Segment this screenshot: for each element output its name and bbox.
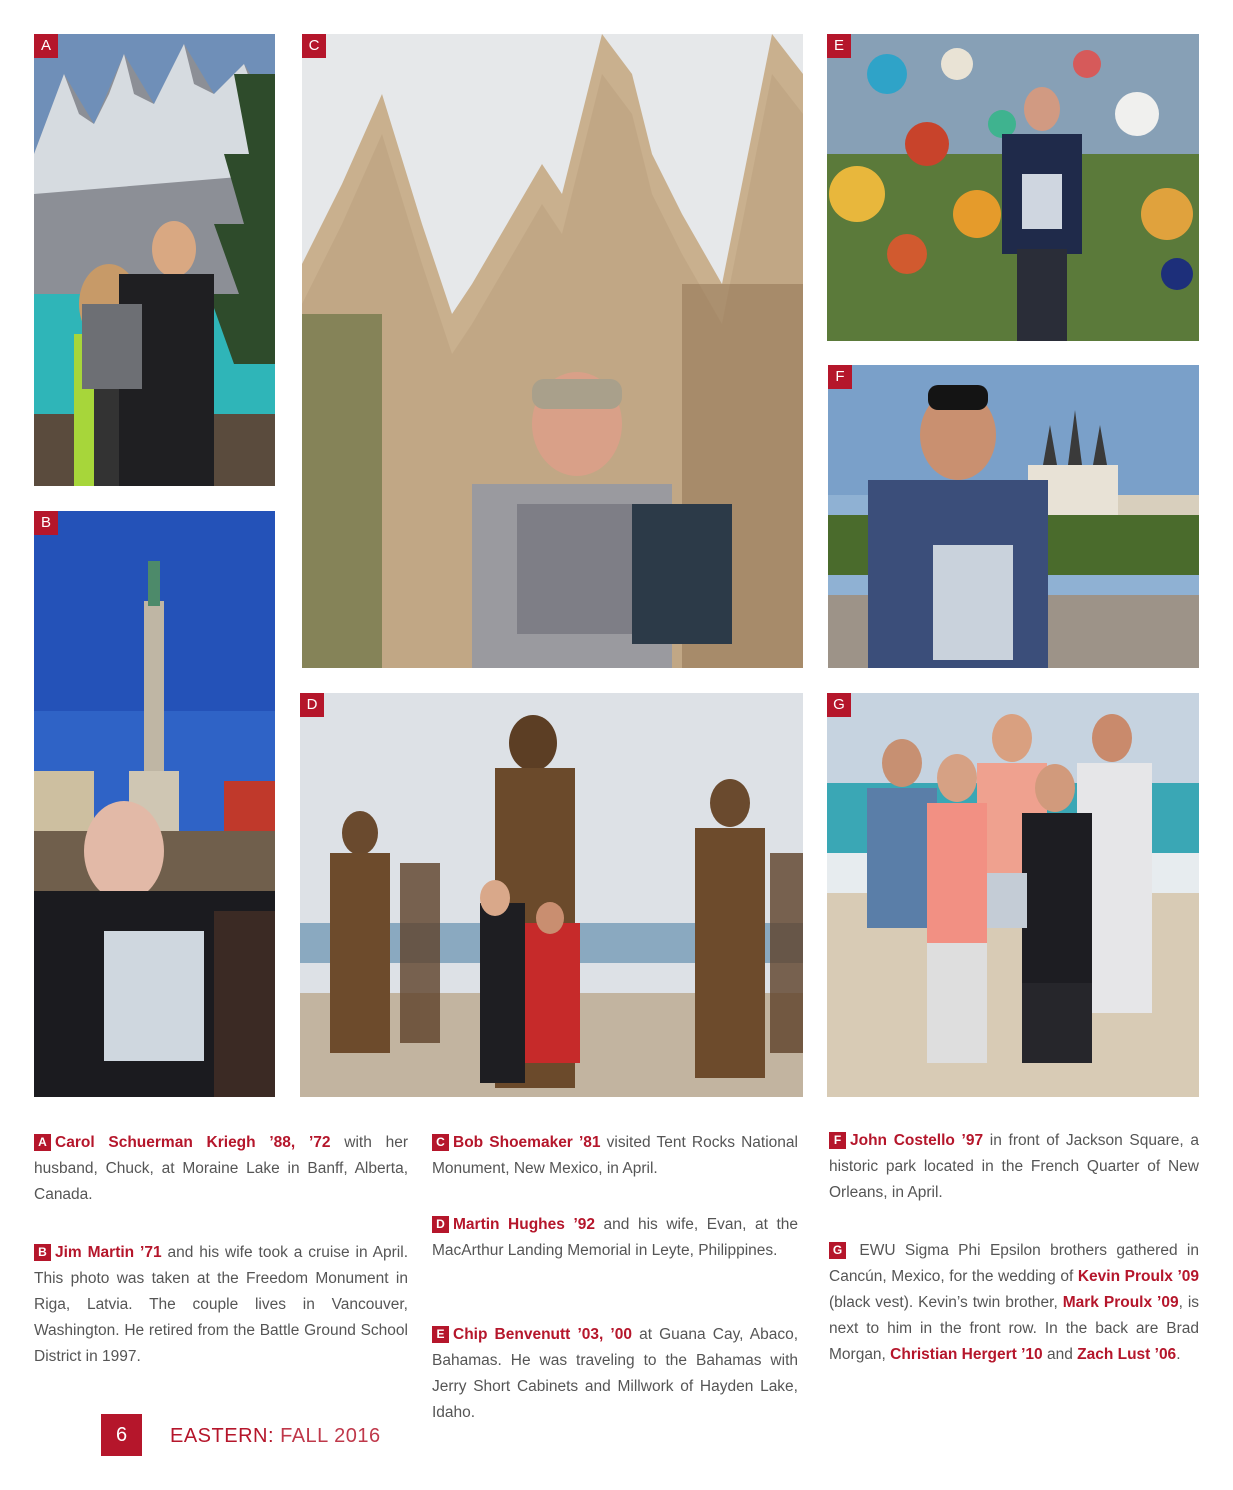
photo-b-label: B	[34, 511, 58, 535]
caption-e-letter: E	[432, 1326, 449, 1343]
photo-a-label: A	[34, 34, 58, 58]
caption-g-intro: EWU Sigma Phi Epsilon brothers gathered in Cancún, Mexico, for the wedding of	[829, 1242, 1199, 1285]
page-number: 6	[101, 1414, 142, 1456]
photo-e	[827, 34, 1199, 341]
caption-g-name-kevin: Kevin Proulx ’09	[1077, 1268, 1199, 1285]
caption-g-letter: G	[829, 1242, 846, 1259]
caption-g-name-mark: Mark Proulx ’09	[1062, 1294, 1179, 1311]
publication-issue: FALL 2016	[274, 1425, 381, 1447]
photo-f	[828, 365, 1199, 668]
caption-b-text: and his wife took a cruise in April. This photo was taken at the Freedom Monument in Riga, Latvia. The couple lives in Vancouver, Washington. He retired from the Battle Ground School District in 1997.	[34, 1244, 408, 1365]
caption-c-letter: C	[432, 1134, 449, 1151]
caption-a-letter: A	[34, 1134, 51, 1151]
caption-b-name: Jim Martin ’71	[55, 1244, 162, 1261]
caption-g-name-zach: Zach Lust ’06	[1077, 1346, 1177, 1363]
caption-c-text: visited Tent Rocks National Monument, New Mexico, in April.	[432, 1134, 798, 1177]
caption-d-name: Martin Hughes ’92	[453, 1216, 595, 1233]
caption-e	[432, 1322, 798, 1426]
caption-a	[34, 1130, 408, 1208]
caption-f-name: John Costello ’97	[850, 1132, 984, 1149]
caption-e-name: Chip Benvenutt ’03, ’00	[453, 1326, 632, 1343]
caption-g	[829, 1238, 1199, 1368]
publication-name: EASTERN:	[170, 1425, 275, 1447]
publication-title	[170, 1425, 381, 1448]
caption-c-name: Bob Shoemaker ’81	[453, 1134, 601, 1151]
caption-g-mid3: and	[1042, 1346, 1078, 1363]
photo-f-label: F	[828, 365, 852, 389]
caption-a-name: Carol Schuerman Kriegh ’88, ’72	[55, 1134, 331, 1151]
photo-e-label: E	[827, 34, 851, 58]
photo-c-label: C	[302, 34, 326, 58]
photo-g	[827, 693, 1199, 1097]
caption-b	[34, 1240, 408, 1370]
caption-b-letter: B	[34, 1244, 51, 1261]
caption-a-text: with her husband, Chuck, at Moraine Lake in Banff, Alberta, Canada.	[34, 1134, 408, 1203]
caption-g-mid1: (black vest). Kevin’s twin brother,	[829, 1294, 1063, 1311]
photo-c	[302, 34, 803, 668]
photo-g-label: G	[827, 693, 851, 717]
caption-g-mid2: , is next to him in the front row. In the back are Brad Morgan,	[829, 1294, 1200, 1363]
photo-d	[300, 693, 803, 1097]
caption-g-end: .	[1176, 1346, 1181, 1363]
caption-d	[432, 1212, 798, 1264]
caption-d-text: and his wife, Evan, at the MacArthur Landing Memorial in Leyte, Philippines.	[432, 1216, 798, 1259]
caption-c	[432, 1130, 798, 1182]
photo-d-label: D	[300, 693, 324, 717]
photo-a	[34, 34, 275, 486]
caption-f-letter: F	[829, 1132, 846, 1149]
caption-e-text: at Guana Cay, Abaco, Bahamas. He was traveling to the Bahamas with Jerry Short Cabinets and Millwork of Hayden Lake, Idaho.	[432, 1326, 799, 1421]
caption-f-text: in front of Jackson Square, a historic park located in the French Quarter of New Orleans, in April.	[829, 1132, 1199, 1201]
photo-b	[34, 511, 275, 1097]
caption-d-letter: D	[432, 1216, 449, 1233]
caption-g-name-christian: Christian Hergert ’10	[890, 1346, 1043, 1363]
caption-f	[829, 1128, 1199, 1206]
